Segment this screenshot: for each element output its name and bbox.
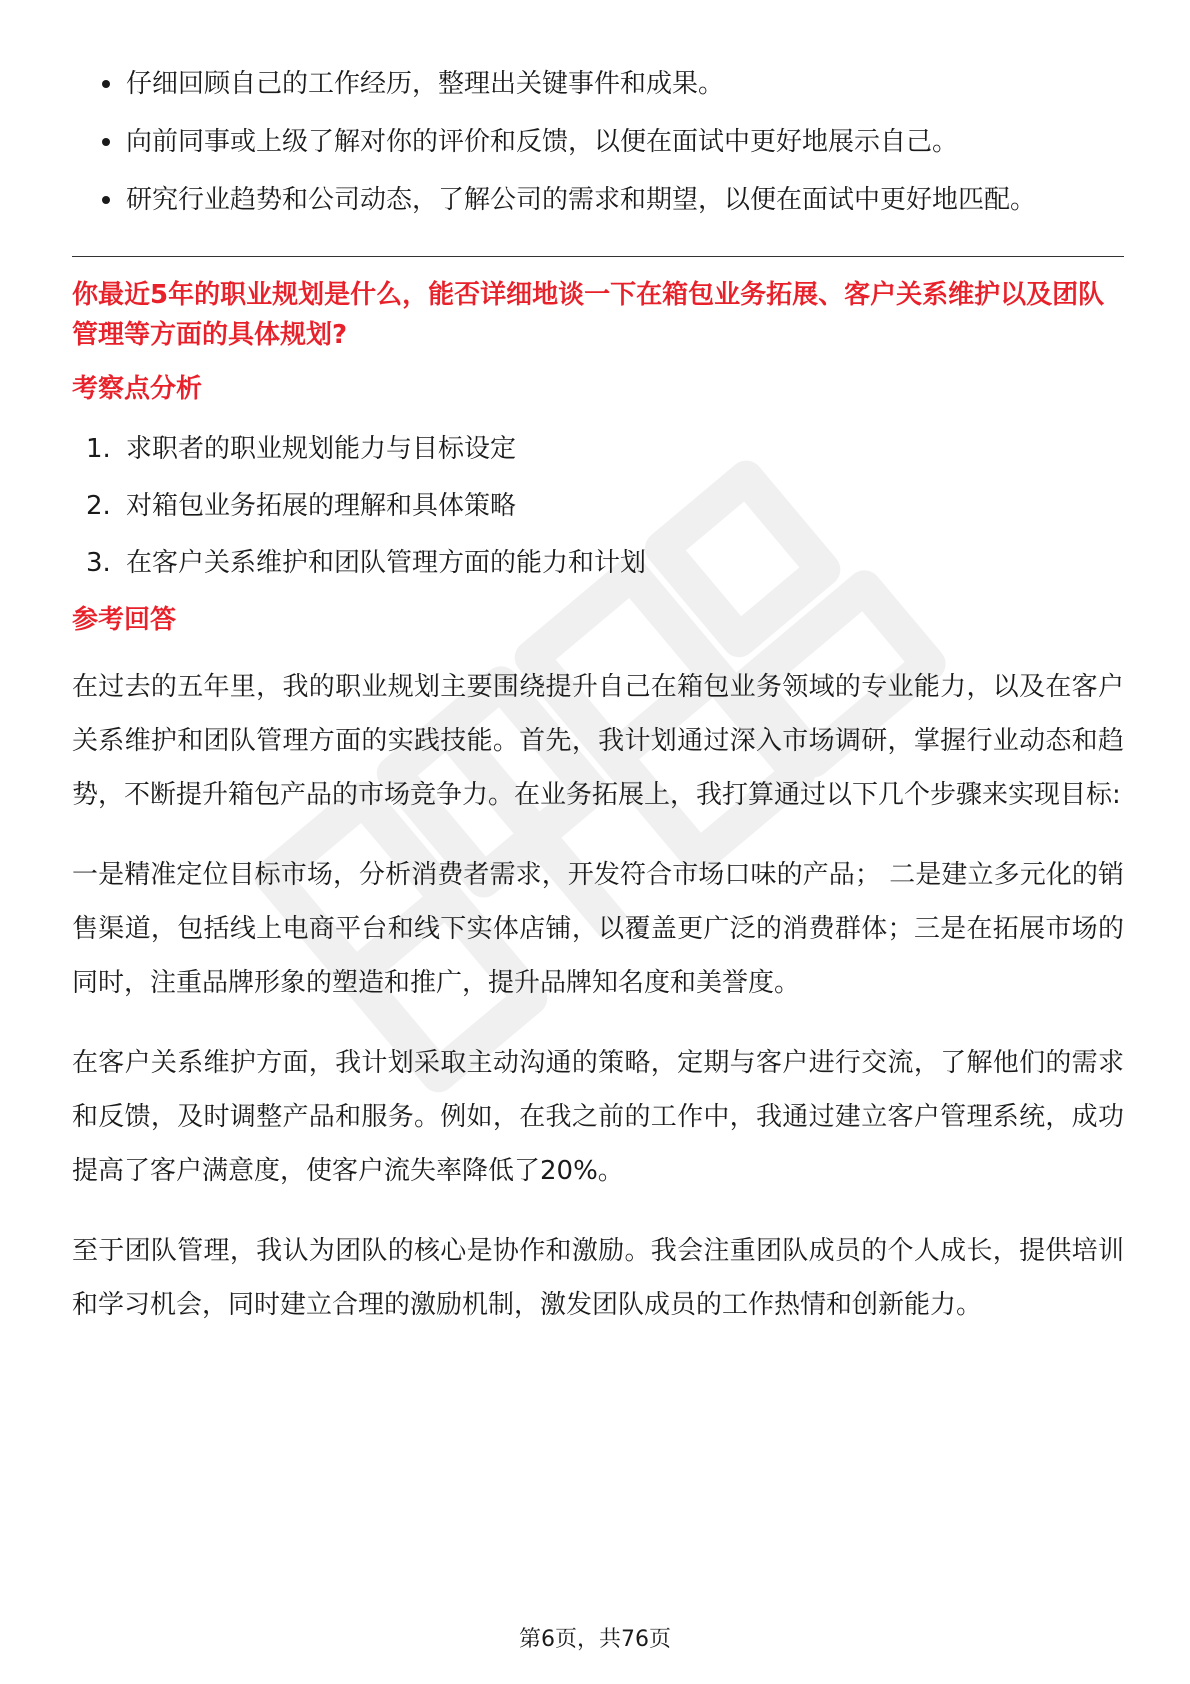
list-item: 向前同事或上级了解对你的评价和反馈，以便在面试中更好地展示自己。 bbox=[72, 116, 1124, 168]
interview-question: 你最近5年的职业规划是什么，能否详细地谈一下在箱包业务拓展、客户关系维护以及团队管理等方面的具体规划? bbox=[72, 280, 1105, 350]
answer-heading: 参考回答 bbox=[72, 605, 177, 635]
list-item: 研究行业趋势和公司动态，了解公司的需求和期望，以便在面试中更好地匹配。 bbox=[72, 174, 1124, 226]
list-item-number: 3. bbox=[86, 548, 111, 578]
page-content bbox=[72, 58, 1124, 1358]
prep-bullet-list bbox=[72, 58, 1124, 226]
list-item-number: 1. bbox=[86, 434, 111, 464]
list-item-text: 求职者的职业规划能力与目标设定 bbox=[126, 434, 517, 464]
section-divider bbox=[72, 256, 1124, 257]
analysis-heading: 考察点分析 bbox=[72, 374, 203, 404]
list-item-number: 2. bbox=[86, 491, 111, 521]
list-item-text: 对箱包业务拓展的理解和具体策略 bbox=[126, 491, 517, 521]
answer-paragraph: 在过去的五年里，我的职业规划主要围绕提升自己在箱包业务领域的专业能力，以及在客户关系维护和团队管理方面的实践技能。首先，我计划通过深入市场调研，掌握行业动态和趋势，不断提升箱包产品的市场竞争力。在业务拓展上，我打算通过以下几个步骤来实现目标: bbox=[72, 672, 1124, 810]
list-item-text: 在客户关系维护和团队管理方面的能力和计划 bbox=[126, 548, 647, 578]
analysis-point-list bbox=[72, 429, 1124, 583]
list-item bbox=[72, 486, 1124, 526]
page-number: 第6页，共76页 bbox=[519, 1627, 671, 1652]
list-item: 仔细回顾自己的工作经历，整理出关键事件和成果。 bbox=[72, 58, 1124, 110]
list-item bbox=[72, 543, 1124, 583]
answer-paragraph: 一是精准定位目标市场，分析消费者需求，开发符合市场口味的产品； 二是建立多元化的销售渠道，包括线上电商平台和线下实体店铺，以覆盖更广泛的消费群体；三是在拓展市场的同时，注重品牌形象的塑造和推广，提升品牌知名度和美誉度。 bbox=[72, 860, 1124, 998]
answer-paragraph: 在客户关系维护方面，我计划采取主动沟通的策略，定期与客户进行交流，了解他们的需求和反馈，及时调整产品和服务。例如，在我之前的工作中，我通过建立客户管理系统，成功提高了客户满意度，使客户流失率降低了20%。 bbox=[72, 1048, 1124, 1186]
list-item bbox=[72, 429, 1124, 469]
answer-paragraph: 至于团队管理，我认为团队的核心是协作和激励。我会注重团队成员的个人成长，提供培训和学习机会，同时建立合理的激励机制，激发团队成员的工作热情和创新能力。 bbox=[72, 1236, 1124, 1320]
